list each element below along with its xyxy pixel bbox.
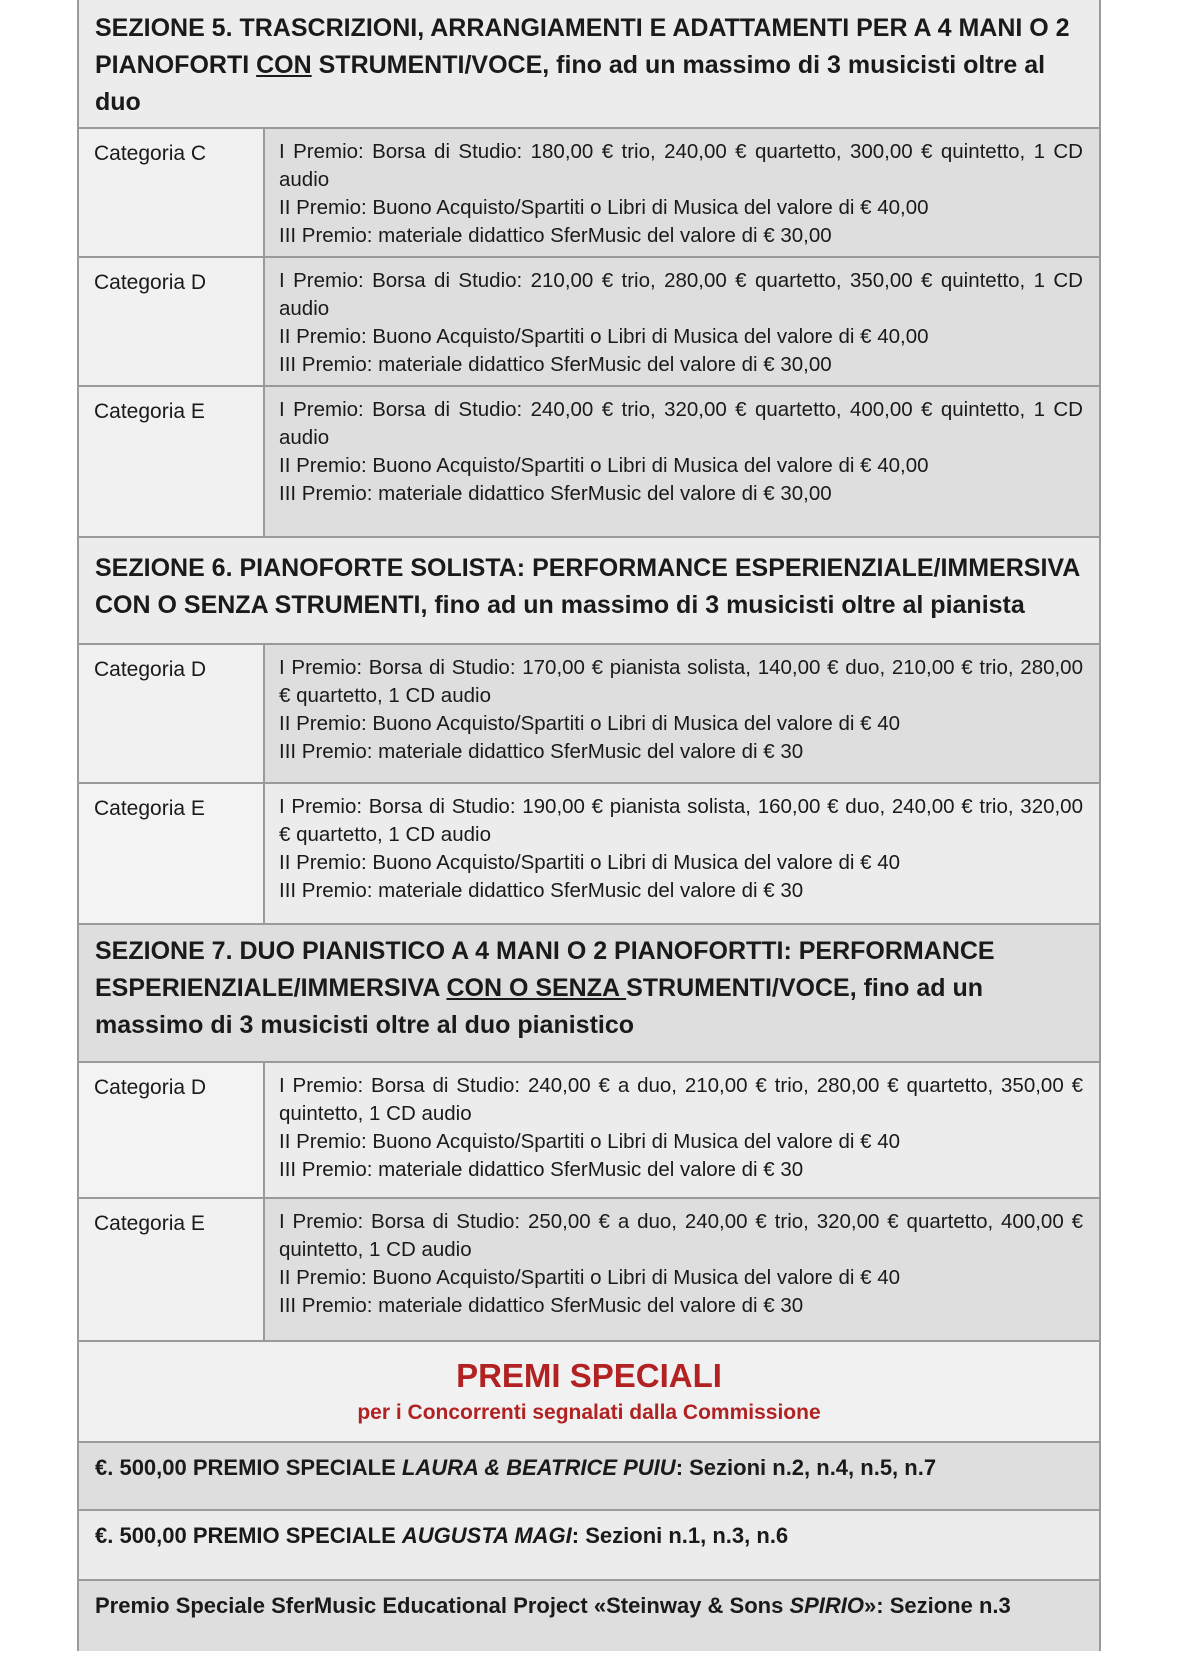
prize-cell <box>265 645 1099 782</box>
category-label: Categoria D <box>79 645 265 782</box>
section-7-title-underlined: CON O SENZA <box>446 974 627 1002</box>
table-row <box>79 387 1099 538</box>
category-label: Categoria D <box>79 258 265 385</box>
third-prize: III Premio: materiale didattico SferMusic del valore di € 30,00 <box>279 482 832 505</box>
table-row <box>79 784 1099 925</box>
special-prize-row <box>79 1581 1099 1651</box>
special-prize-prefix: €. 500,00 PREMIO SPECIALE <box>95 1455 402 1480</box>
prize-cell <box>265 1063 1099 1197</box>
category-label: Categoria E <box>79 1199 265 1340</box>
third-prize: III Premio: materiale didattico SferMusic del valore di € 30 <box>279 1158 804 1181</box>
first-prize: I Premio: Borsa di Studio: 240,00 € a duo, 210,00 € trio, 280,00 € quartetto, 350,00 € quintetto, 1 CD audio <box>279 1074 1083 1125</box>
third-prize: III Premio: materiale didattico SferMusic del valore di € 30 <box>279 740 804 763</box>
prize-cell <box>265 258 1099 385</box>
section-7-title-a: SEZIONE 7. DUO PIANISTICO A 4 MANI O 2 PIANOFORTTI: PERFORMANCE ESPERIENZIALE/IMMERSIVA <box>95 937 995 1002</box>
third-prize: III Premio: materiale didattico SferMusic del valore di € 30 <box>279 1294 804 1317</box>
special-prize-row <box>79 1443 1099 1511</box>
section-5-title-b: STRUMENTI/VOCE, fino ad un massimo di 3 musicisti oltre al duo <box>95 51 1046 116</box>
special-prize-sections: : Sezioni n.1, n.3, n.6 <box>571 1523 789 1548</box>
table-row <box>79 129 1099 258</box>
table-row <box>79 1063 1099 1199</box>
first-prize: I Premio: Borsa di Studio: 180,00 € trio, 240,00 € quartetto, 300,00 € quintetto, 1 CD audio <box>279 140 1083 191</box>
first-prize: I Premio: Borsa di Studio: 250,00 € a duo, 240,00 € trio, 320,00 € quartetto, 400,00 € quintetto, 1 CD audio <box>279 1210 1083 1261</box>
section-7-title-b: STRUMENTI/VOCE, fino ad un massimo di 3 musicisti oltre al duo pianistico <box>95 974 984 1039</box>
special-prize-prefix: €. 500,00 PREMIO SPECIALE <box>95 1523 402 1548</box>
third-prize: III Premio: materiale didattico SferMusic del valore di € 30 <box>279 879 804 902</box>
second-prize: II Premio: Buono Acquisto/Spartiti o Libri di Musica del valore di € 40,00 <box>279 325 929 348</box>
first-prize: I Premio: Borsa di Studio: 170,00 € pianista solista, 140,00 € duo, 210,00 € trio, 280,00 € quartetto, 1 CD audio <box>279 656 1083 707</box>
category-label: Categoria E <box>79 387 265 536</box>
third-prize: III Premio: materiale didattico SferMusic del valore di € 30,00 <box>279 353 832 376</box>
category-label: Categoria E <box>79 784 265 923</box>
section-5-header <box>79 0 1099 129</box>
third-prize: III Premio: materiale didattico SferMusic del valore di € 30,00 <box>279 224 832 247</box>
special-prize-name: LAURA & BEATRICE PUIU <box>401 1455 676 1480</box>
second-prize: II Premio: Buono Acquisto/Spartiti o Libri di Musica del valore di € 40 <box>279 851 901 874</box>
prize-cell <box>265 129 1099 256</box>
first-prize: I Premio: Borsa di Studio: 240,00 € trio, 320,00 € quartetto, 400,00 € quintetto, 1 CD audio <box>279 398 1083 449</box>
section-5-title-a: SEZIONE 5. TRASCRIZIONI, ARRANGIAMENTI E ADATTAMENTI PER A 4 MANI O 2 PIANOFORTI <box>95 14 1070 79</box>
section-6-header: SEZIONE 6. PIANOFORTE SOLISTA: PERFORMANCE ESPERIENZIALE/IMMERSIVA CON O SENZA STRUMENTI, fino ad un massimo di 3 musicisti oltre al pianista <box>79 538 1099 645</box>
prize-cell <box>265 784 1099 923</box>
special-prizes-header <box>79 1342 1099 1443</box>
section-5-title-underlined: CON <box>256 51 312 79</box>
table-row <box>79 1199 1099 1342</box>
category-label: Categoria D <box>79 1063 265 1197</box>
first-prize: I Premio: Borsa di Studio: 190,00 € pianista solista, 160,00 € duo, 240,00 € trio, 320,00 € quartetto, 1 CD audio <box>279 795 1083 846</box>
table-row <box>79 645 1099 784</box>
special-prize-name: SPIRIO <box>789 1593 865 1618</box>
second-prize: II Premio: Buono Acquisto/Spartiti o Libri di Musica del valore di € 40,00 <box>279 454 929 477</box>
second-prize: II Premio: Buono Acquisto/Spartiti o Libri di Musica del valore di € 40,00 <box>279 196 929 219</box>
special-prizes-title: PREMI SPECIALI <box>456 1357 722 1394</box>
second-prize: II Premio: Buono Acquisto/Spartiti o Libri di Musica del valore di € 40 <box>279 712 901 735</box>
special-prize-prefix: Premio Speciale SferMusic Educational Project «Steinway & Sons <box>95 1593 790 1618</box>
prize-table <box>77 0 1101 1651</box>
special-prize-row <box>79 1511 1099 1581</box>
prize-cell <box>265 387 1099 536</box>
special-prizes-subtitle: per i Concorrenti segnalati dalla Commissione <box>357 1401 821 1424</box>
special-prize-sections: : Sezioni n.2, n.4, n.5, n.7 <box>675 1455 937 1480</box>
second-prize: II Premio: Buono Acquisto/Spartiti o Libri di Musica del valore di € 40 <box>279 1130 901 1153</box>
special-prize-name: AUGUSTA MAGI <box>401 1523 572 1548</box>
special-prize-sections: »: Sezione n.3 <box>864 1593 1011 1618</box>
section-7-header <box>79 925 1099 1063</box>
second-prize: II Premio: Buono Acquisto/Spartiti o Libri di Musica del valore di € 40 <box>279 1266 901 1289</box>
prize-cell <box>265 1199 1099 1340</box>
table-row <box>79 258 1099 387</box>
first-prize: I Premio: Borsa di Studio: 210,00 € trio, 280,00 € quartetto, 350,00 € quintetto, 1 CD audio <box>279 269 1083 320</box>
category-label: Categoria C <box>79 129 265 256</box>
